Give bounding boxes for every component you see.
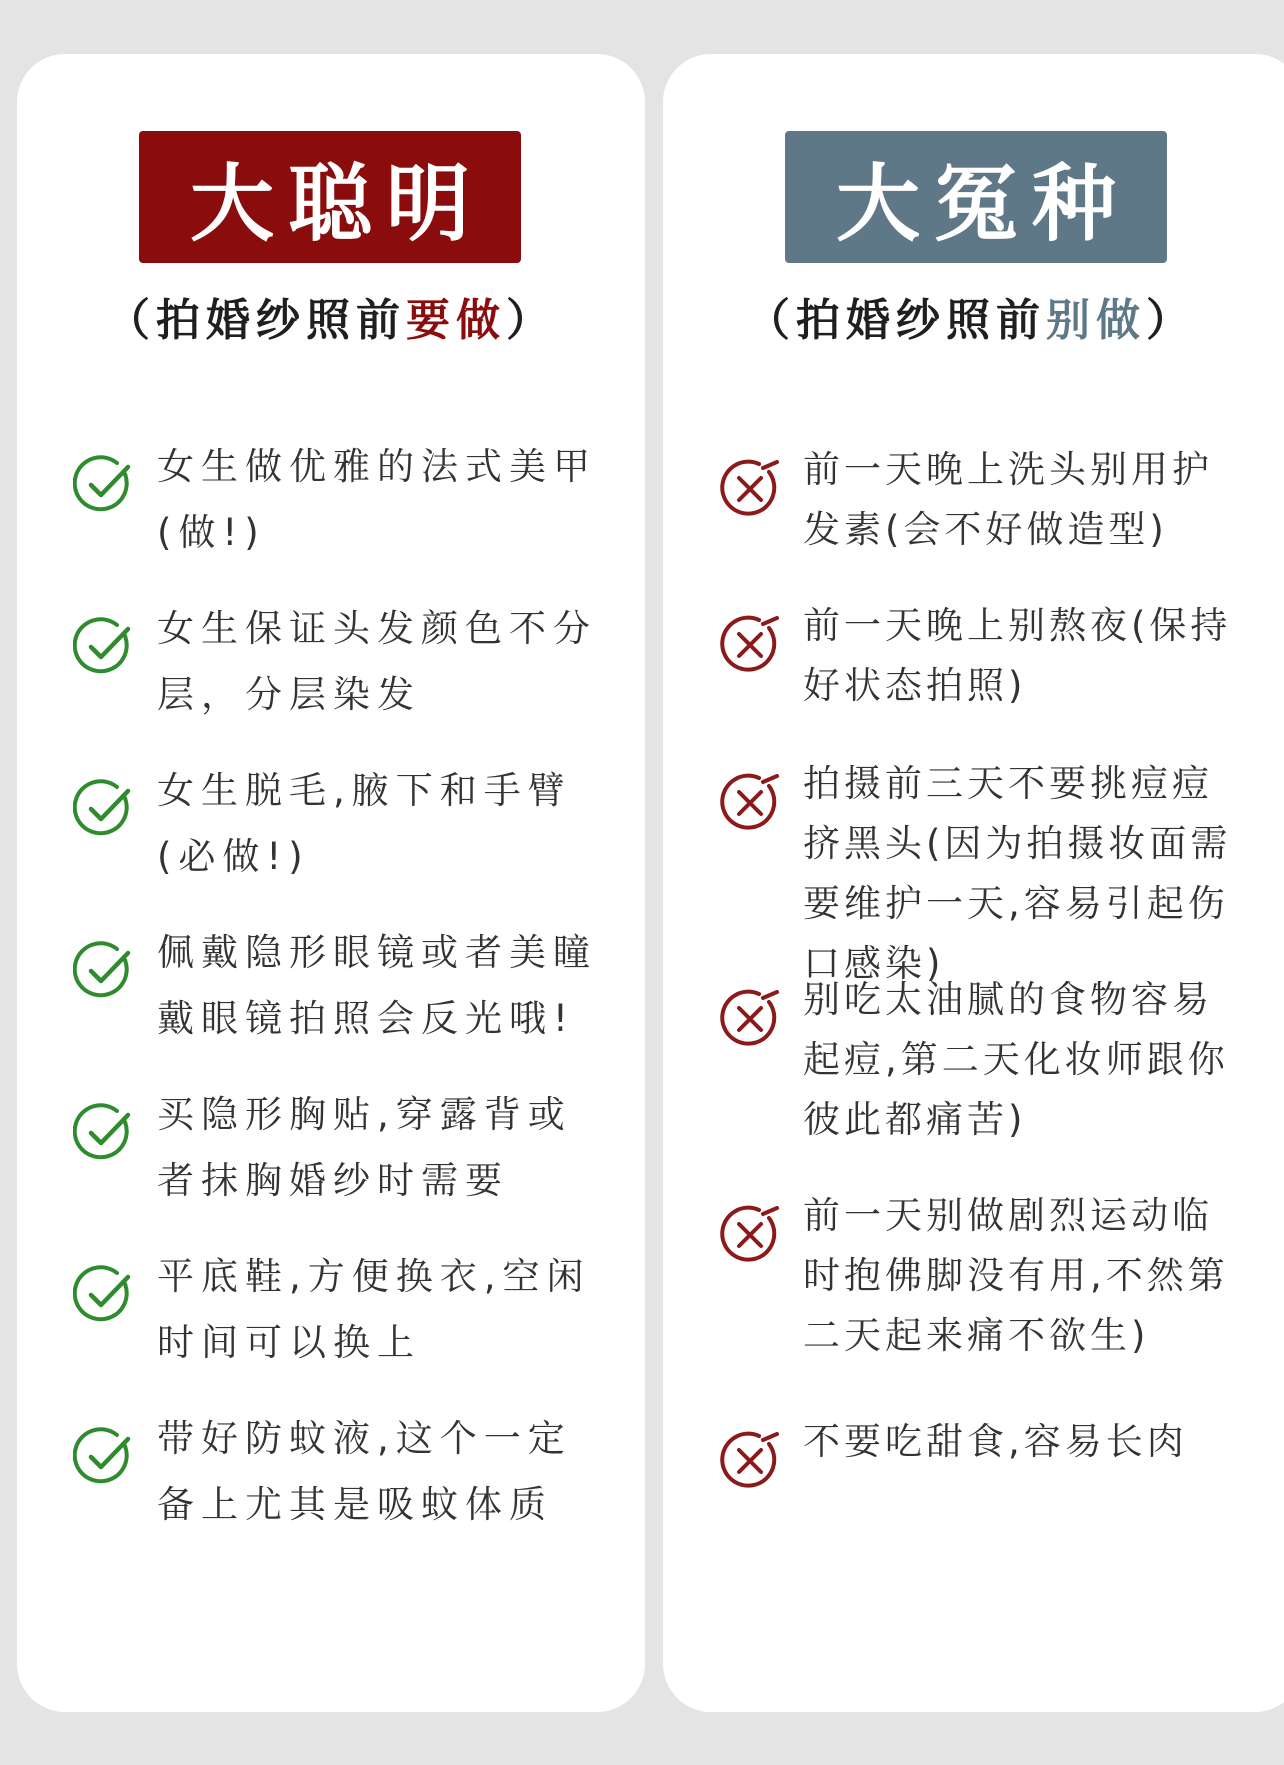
good-title: 大聪明 <box>189 154 484 253</box>
bad-subtitle-suffix: ） <box>1146 295 1196 346</box>
check-circle-icon <box>73 1102 135 1164</box>
check-circle-icon <box>73 454 135 516</box>
good-subtitle <box>17 284 645 348</box>
cross-circle-icon <box>719 988 781 1050</box>
list-item-text: 女生脱毛,腋下和手臂 (必做!) <box>157 769 572 878</box>
bad-title-box <box>785 131 1167 263</box>
list-item-text: 女生做优雅的法式美甲 (做!) <box>157 445 597 554</box>
check-circle-icon <box>73 940 135 1002</box>
list-item-text: 买隐形胸贴,穿露背或 者抹胸婚纱时需要 <box>157 1093 572 1202</box>
list-item-text: 前一天晚上别熬夜(保持 好状态拍照) <box>803 604 1232 707</box>
list-item-text: 平底鞋,方便换衣,空闲 时间可以换上 <box>157 1255 591 1364</box>
bad-title: 大冤种 <box>835 154 1130 253</box>
list-item-text: 不要吃甜食,容易长肉 <box>803 1420 1188 1463</box>
cross-circle-icon <box>719 772 781 834</box>
check-circle-icon <box>73 1426 135 1488</box>
cross-circle-icon <box>719 1430 781 1492</box>
cross-circle-icon <box>719 1204 781 1266</box>
good-subtitle-highlight: 要做 <box>406 295 506 346</box>
cross-circle-icon <box>719 614 781 676</box>
good-title-box <box>139 131 521 263</box>
bad-subtitle-highlight: 别做 <box>1046 295 1146 346</box>
bad-subtitle-prefix: （拍婚纱照前 <box>746 295 1046 346</box>
list-item-text: 别吃太油腻的食物容易 起痘,第二天化妆师跟你 彼此都痛苦) <box>803 978 1229 1141</box>
cross-circle-icon <box>719 458 781 520</box>
bad-list-card <box>663 54 1284 1712</box>
good-subtitle-suffix: ） <box>506 295 556 346</box>
check-circle-icon <box>73 616 135 678</box>
good-subtitle-prefix: （拍婚纱照前 <box>106 295 406 346</box>
list-item-text: 前一天晚上洗头别用护 发素(会不好做造型) <box>803 448 1213 551</box>
check-circle-icon <box>73 1264 135 1326</box>
check-circle-icon <box>73 778 135 840</box>
list-item-text: 带好防蚊液,这个一定 备上尤其是吸蚊体质 <box>157 1417 572 1526</box>
bad-subtitle <box>657 284 1284 348</box>
list-item-text: 佩戴隐形眼镜或者美瞳 戴眼镜拍照会反光哦! <box>157 931 597 1040</box>
list-item-text: 前一天别做剧烈运动临 时抱佛脚没有用,不然第 二天起来痛不欲生) <box>803 1194 1229 1357</box>
good-list-card <box>17 54 645 1712</box>
list-item-text: 女生保证头发颜色不分 层，分层染发 <box>157 607 597 716</box>
list-item-text: 拍摄前三天不要挑痘痘 挤黑头(因为拍摄妆面需 要维护一天,容易引起伤 口感染) <box>803 762 1232 985</box>
